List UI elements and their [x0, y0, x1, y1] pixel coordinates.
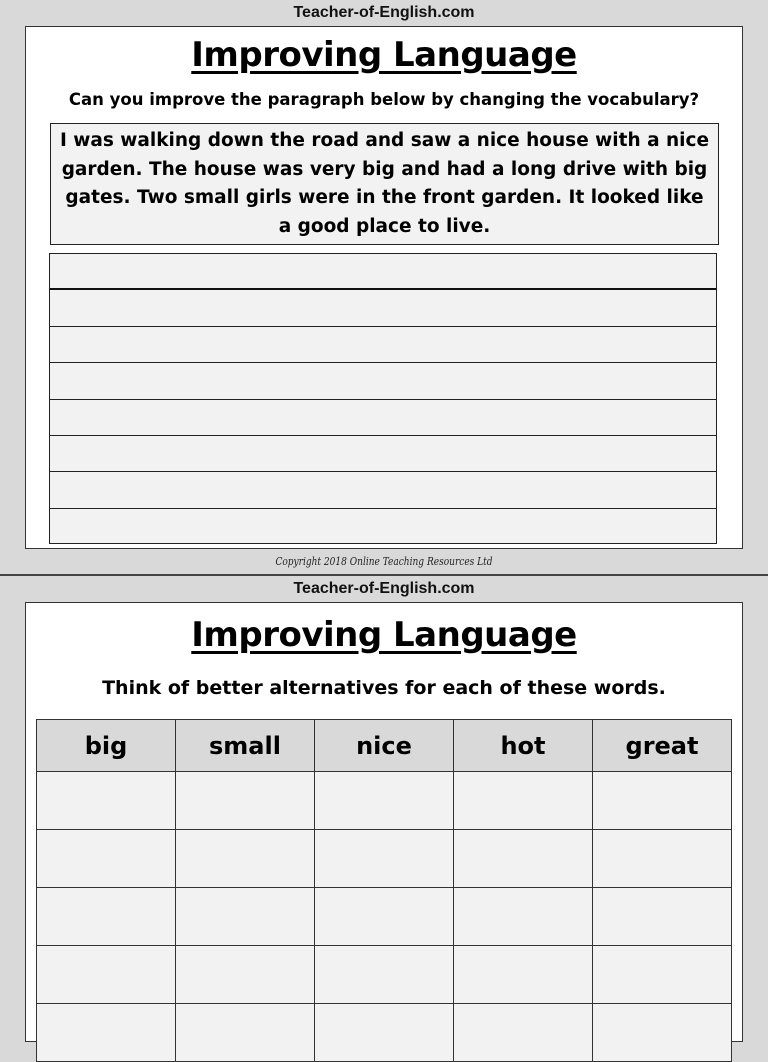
answer-cell[interactable]	[315, 772, 454, 830]
writing-line[interactable]	[50, 254, 716, 290]
answer-cell[interactable]	[454, 772, 593, 830]
table-row	[37, 1004, 732, 1062]
answer-cell[interactable]	[176, 946, 315, 1004]
answer-cell[interactable]	[37, 888, 176, 946]
answer-cell[interactable]	[593, 1004, 732, 1062]
answer-cell[interactable]	[37, 946, 176, 1004]
table-row	[37, 830, 732, 888]
site-label-bottom: Teacher-of-English.com	[293, 580, 475, 597]
instruction-text: Can you improve the paragraph below by changing the vocabulary?	[68, 90, 700, 109]
slide-divider	[0, 574, 768, 576]
writing-line[interactable]	[50, 363, 716, 399]
table-row	[37, 888, 732, 946]
page-title: Improving Language	[191, 615, 577, 655]
answer-cell[interactable]	[593, 772, 732, 830]
site-label-top: Teacher-of-English.com	[293, 4, 475, 21]
writing-line[interactable]	[50, 400, 716, 436]
column-header-nice: nice	[315, 720, 454, 772]
column-header-big: big	[37, 720, 176, 772]
answer-cell[interactable]	[454, 830, 593, 888]
answer-cell[interactable]	[454, 946, 593, 1004]
instruction-text: Think of better alternatives for each of these words.	[102, 677, 666, 699]
table-row	[37, 946, 732, 1004]
writing-line[interactable]	[50, 327, 716, 363]
answer-cell[interactable]	[176, 772, 315, 830]
table-row	[37, 772, 732, 830]
column-header-great: great	[593, 720, 732, 772]
writing-line[interactable]	[50, 509, 716, 545]
answer-cell[interactable]	[176, 888, 315, 946]
answer-cell[interactable]	[454, 888, 593, 946]
column-header-small: small	[176, 720, 315, 772]
answer-cell[interactable]	[593, 830, 732, 888]
answer-cell[interactable]	[37, 830, 176, 888]
writing-line[interactable]	[50, 436, 716, 472]
answer-cell[interactable]	[454, 1004, 593, 1062]
answer-cell[interactable]	[176, 830, 315, 888]
answer-cell[interactable]	[315, 830, 454, 888]
answer-cell[interactable]	[37, 772, 176, 830]
page-title: Improving Language	[191, 35, 577, 75]
answer-cell[interactable]	[315, 1004, 454, 1062]
paragraph-box: I was walking down the road and saw a nice house with a nice garden. The house was very big and had a long drive with big gates. Two small girls were in the front garden. It looked like a good place to live.	[50, 123, 719, 245]
worksheet-panel-paragraph	[25, 26, 743, 549]
answer-cell[interactable]	[315, 888, 454, 946]
copyright-text: Copyright 2018 Online Teaching Resources Ltd	[275, 555, 493, 568]
column-header-hot: hot	[454, 720, 593, 772]
worksheet-panel-words	[25, 602, 743, 1042]
answer-cell[interactable]	[593, 888, 732, 946]
writing-line[interactable]	[50, 472, 716, 508]
answer-cell[interactable]	[593, 946, 732, 1004]
writing-lines[interactable]	[49, 253, 717, 544]
answer-cell[interactable]	[37, 1004, 176, 1062]
alternatives-table	[36, 719, 732, 1062]
answer-cell[interactable]	[176, 1004, 315, 1062]
answer-cell[interactable]	[315, 946, 454, 1004]
writing-line[interactable]	[50, 290, 716, 326]
